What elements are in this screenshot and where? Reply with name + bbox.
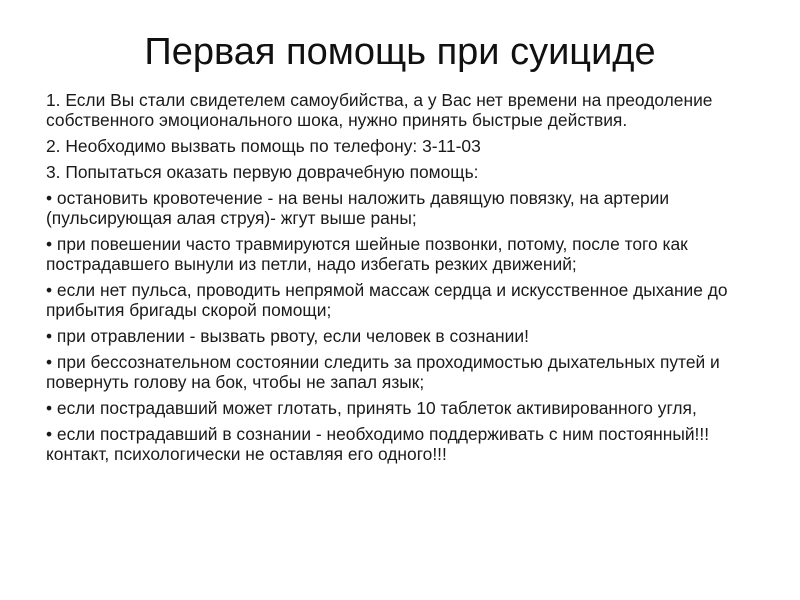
bullet-keep-contact: • если пострадавший в сознании - необходимо поддерживать с ним постоянный!!! контакт, психологически не оставляя его одного!!!	[46, 424, 710, 464]
paragraph-1: 1. Если Вы стали свидетелем самоубийства, а у Вас нет времени на преодоление собственного эмоционального шока, нужно принять быстрые действия.	[46, 90, 713, 130]
bullet-activated-charcoal: • если пострадавший может глотать, принять 10 таблеток активированного угля,	[46, 398, 697, 418]
paragraph-2: 2. Необходимо вызвать помощь по телефону: 3-11-03	[46, 136, 481, 156]
paragraph-3: 3. Попытаться оказать первую доврачебную помощь:	[46, 162, 479, 182]
slide-body	[46, 90, 758, 470]
bullet-bleeding: • остановить кровотечение - на вены наложить давящую повязку, на артерии (пульсирующая алая струя)- жгут выше раны;	[46, 188, 670, 228]
page-title: Первая помощь при суициде	[144, 31, 656, 73]
bullet-poisoning: • при отравлении - вызвать рвоту, если человек в сознании!	[46, 326, 529, 346]
bullet-unconscious: • при бессознательном состоянии следить за проходимостью дыхательных путей и повернуть голову на бок, чтобы не запал язык;	[46, 352, 720, 392]
bullet-no-pulse: • если нет пульса, проводить непрямой массаж сердца и искусственное дыхание до прибытия бригады скорой помощи;	[46, 280, 728, 320]
bullet-hanging: • при повешении часто травмируются шейные позвонки, потому, после того как пострадавшего вынули из петли, надо избегать резких движений;	[46, 234, 688, 274]
